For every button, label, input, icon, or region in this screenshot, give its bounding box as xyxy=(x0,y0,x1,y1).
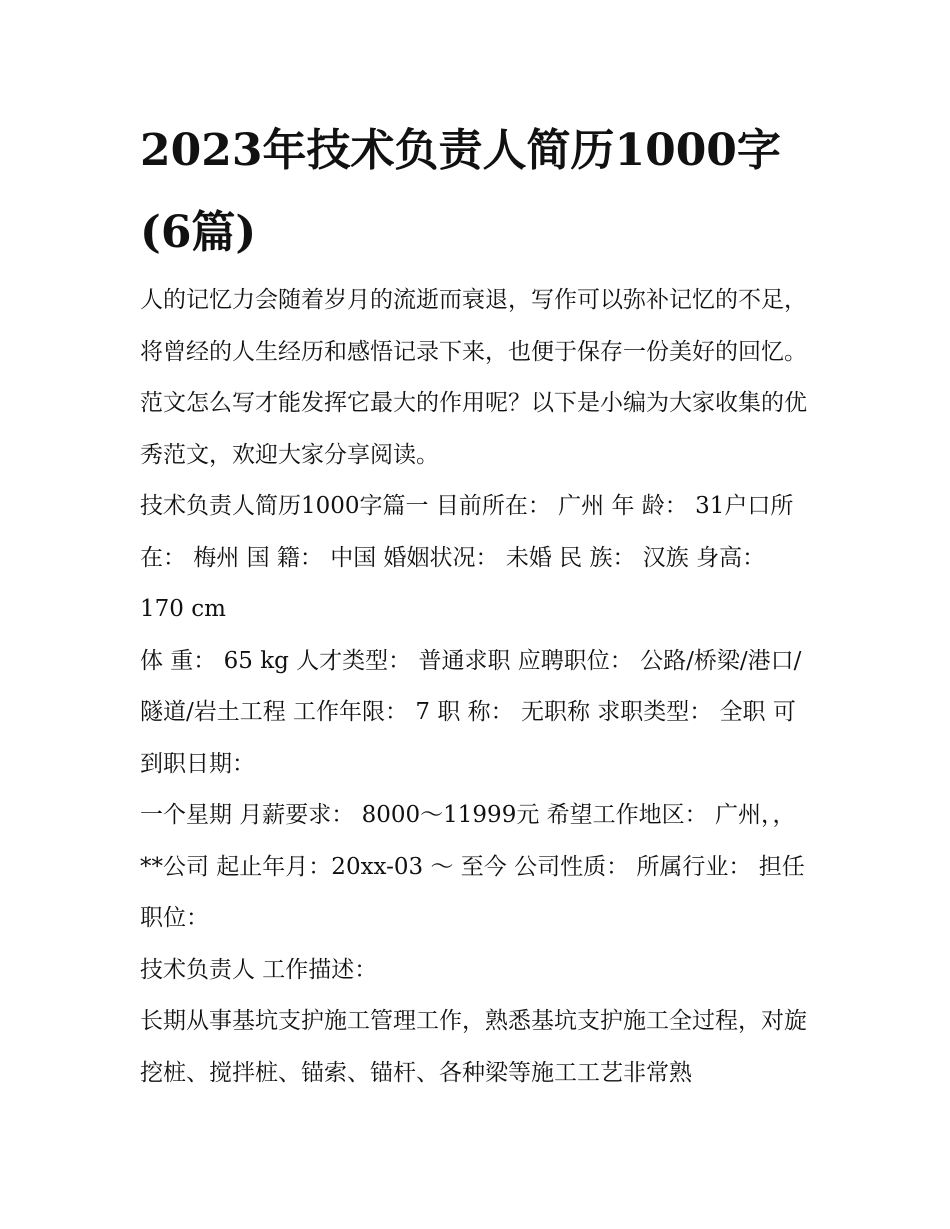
resume-salary-company-paragraph: 一个星期 月薪要求： 8000～11999元 希望工作地区： 广州，， **公司 起止年月：20xx-03 ～ 至今 公司性质： 所属行业： 担任职位： xyxy=(140,802,805,931)
document-body xyxy=(140,275,810,1099)
document-title: 2023年技术负责人简历1000字(6篇) xyxy=(140,125,781,258)
intro-paragraph: 人的记忆力会随着岁月的流逝而衰退，写作可以弥补记忆的不足，将曾经的人生经历和感悟记录下来，也便于保存一份美好的回忆。范文怎么写才能发挥它最大的作用呢？以下是小编为大家收集的优秀范文，欢迎大家分享阅读。 xyxy=(140,287,807,468)
resume-position-paragraph: 技术负责人 工作描述： xyxy=(140,956,378,983)
resume-job-info-paragraph: 体 重： 65 kg 人才类型： 普通求职 应聘职位： 公路/桥梁/港口/隧道/岩土工程 工作年限： 7 职 称： 无职称 求职类型： 全职 可到职日期： xyxy=(140,647,802,777)
resume-description-paragraph: 长期从事基坑支护施工管理工作，熟悉基坑支护施工全过程，对旋挖桩、搅拌桩、锚索、锚杆、各种梁等施工工艺非常熟 xyxy=(140,1008,807,1086)
resume-basic-info-paragraph: 技术负责人简历1000字篇一 目前所在： 广州 年 龄： 31户口所在： 梅州 国 籍： 中国 婚姻状况： 未婚 民 族： 汉族 身高： 170 cm xyxy=(140,493,794,622)
